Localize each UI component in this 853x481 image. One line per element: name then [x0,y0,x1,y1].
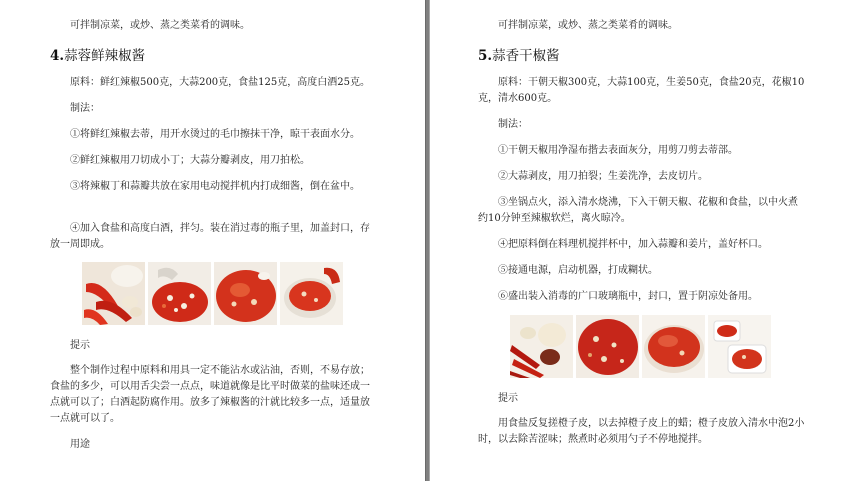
left-ingredients: 原料：鲜红辣椒500克，大蒜200克，食盐125克，高度白酒25克。 [70,77,370,88]
right-step-6: ⑥盛出装入消毒的广口玻璃瓶中，封口，置于阴凉处备用。 [498,291,758,302]
blended-chili-paste-photo [642,315,705,378]
left-intro-text: 可拌制凉菜，或炒、蒸之类菜肴的调味。 [70,20,250,31]
right-tip-text: 用食盐反复搓橙子皮，以去掉橙子皮上的蜡；橙子皮放入清水中泡2小时，以去除苦涩味；熬煮时必须用勺子不停地搅拌。 [478,418,805,445]
left-method-label: 制法： [70,103,100,114]
right-heading-number: 5. [478,48,493,64]
chopped-dried-chilies-photo [576,315,639,378]
left-page [0,0,425,481]
left-step-1: ①将鲜红辣椒去蒂，用开水烫过的毛巾擦抹干净，晾干表面水分。 [70,129,360,140]
left-step-2: ②鲜红辣椒用刀切成小丁；大蒜分瓣剥皮，用刀拍松。 [70,155,310,166]
dried-chilies-garlic-photo [510,315,573,378]
right-method-label: 制法： [498,119,528,130]
right-step-4: ④把原料倒在料理机搅拌杯中，加入蒜瓣和姜片，盖好杯口。 [498,239,768,250]
right-recipe-heading [478,47,560,65]
right-intro-text: 可拌制凉菜，或炒、蒸之类菜肴的调味。 [498,20,678,31]
right-tip-label: 提示 [498,393,518,404]
left-heading-title: 蒜蓉鲜辣椒酱 [64,48,146,64]
right-step-3: ③坐锅点火，添入清水烧沸，下入干朝天椒、花椒和食盐，以中火煮约10分钟至辣椒软烂，离火晾冷。 [478,197,798,224]
left-tip-text: 整个制作过程中原料和用具一定不能沾水或沾油，否则，不易存放；食盐的多少，可以用舌尖尝一点点，味道就像是比平时做菜的盐味还成一点就可以了；白酒起防腐作用。放多了辣椒酱的汁就比较多一点，适量放一点就可以了。 [50,365,370,424]
left-use-label: 用途 [70,439,90,450]
right-step-2: ②大蒜剥皮，用刀拍裂；生姜洗净，去皮切片。 [498,171,708,182]
left-heading-number: 4. [50,48,65,64]
chili-paste-bowl-photo [214,262,277,325]
left-step-4: ④加入食盐和高度白酒，拌匀。装在消过毒的瓶子里，加盖封口，存放一周即成。 [50,223,370,250]
right-photo-strip [510,315,771,378]
right-ingredients: 原料：干朝天椒300克，大蒜100克，生姜50克，食盐20克，花椒10克，清水600克。 [478,77,805,104]
left-recipe-heading [50,47,145,65]
fresh-red-chilies-photo [82,262,145,325]
right-step-5: ⑤接通电源，启动机器，打成糊状。 [498,265,658,276]
left-photo-strip [82,262,343,325]
finished-chili-sauce-photo [280,262,343,325]
chili-sauce-dishes-photo [708,315,771,378]
right-step-1: ①干朝天椒用净湿布揩去表面灰分，用剪刀剪去蒂部。 [498,145,738,156]
right-heading-title: 蒜香干椒酱 [492,48,560,64]
left-step-3: ③将辣椒丁和蒜瓣共放在家用电动搅拌机内打成细酱，倒在盆中。 [70,181,360,192]
right-page [430,0,853,481]
left-tip-label: 提示 [70,340,90,351]
chopped-chilies-garlic-photo [148,262,211,325]
